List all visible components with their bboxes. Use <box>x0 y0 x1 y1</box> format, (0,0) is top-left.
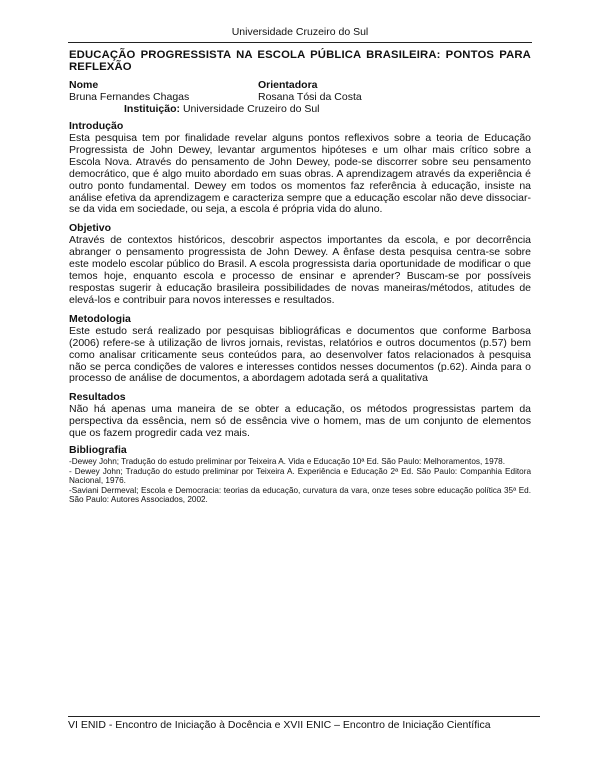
paper-title: EDUCAÇÃO PROGRESSISTA NA ESCOLA PÚBLICA BRASILEIRA: PONTOS PARA REFLEXÃO <box>69 49 531 73</box>
advisor-name: Rosana Tósi da Costa <box>258 91 362 103</box>
section-text: Não há apenas uma maneira de se obter a educação, os métodos progressistas partem da perspectiva da essência, nem só de essência vive o homem, mas de um conjunto de elementos que os fazem progredir cada vez mais. <box>69 403 531 440</box>
section-text: Através de contextos históricos, descobrir aspectos importantes da escola, e por decorrência abranger o pensamento progressista de John Dewey. A ênfase desta pesquisa centra-se sobre este modelo escolar público do Brasil. A escola progressista daria oportunidade de modificar o que temos hoje, enquanto escola e processo de ensinar e aprender? Buscam-se por possíveis respostas sugerir à educação brasileira possibilidades de novas maneiras/métodos, atitudes de elevá-los e contribuir para novos interesses e resultados. <box>69 234 531 306</box>
section-introducao <box>69 120 531 216</box>
university-header: Universidade Cruzeiro do Sul <box>231 26 369 38</box>
header-divider <box>68 42 532 43</box>
section-text: Esta pesquisa tem por finalidade revelar alguns pontos reflexivos sobre a teoria de Educação Progressista de John Dewey, levantar argumentos hipóteses e um olhar mais crítico sobre a Escola Nova. Através do pensamento de John Dewey, pode-se discorrer sobre seu pensamento democrático, que é algo muito abordado em suas obras. A aprendizagem através da experiência é outro ponto fundamental. Dewey em todos os momentos faz referência à educação, insiste na análise efetiva da aprendizagem e caracteriza sempre que a educação escolar não deve dissociar-se da vida em sociedade, ou seja, a escola é própria vida do aluno. <box>69 132 531 216</box>
section-heading: Resultados <box>69 391 126 404</box>
meta-values-row <box>69 91 531 103</box>
section-objetivo <box>69 222 531 306</box>
section-bibliografia <box>69 444 531 505</box>
bibliography-item: -Dewey John; Tradução do estudo preliminar por Teixeira A. Vida e Educação 10ª Ed. São Paulo: Melhoramentos, 1978. <box>69 457 506 467</box>
author-block <box>69 79 531 115</box>
section-heading: Introdução <box>69 120 124 132</box>
footer-divider <box>68 716 540 717</box>
section-heading: Objetivo <box>69 222 112 235</box>
paper-content <box>69 49 531 505</box>
section-resultados <box>69 391 531 440</box>
section-metodologia <box>69 313 531 386</box>
bibliography-item: -Saviani Dermeval; Escola e Democracia: teorias da educação, curvatura da vara, onze teses sobre educação política 35ª Ed. São Paulo: Autores Associados, 2002. <box>69 485 531 505</box>
institution-line <box>69 103 531 115</box>
meta-labels-row <box>69 79 531 91</box>
section-heading: Metodologia <box>69 312 131 325</box>
institution-label: Instituição: <box>124 103 181 115</box>
bibliography-item: - Dewey John; Tradução do estudo preliminar por Teixeira A. Experiência e Educação 2ª Ed. São Paulo: Companhia Editora Nacional, 1976. <box>69 466 531 486</box>
section-text: Este estudo será realizado por pesquisas bibliográficas e documentos que conforme Barbosa (2006) refere-se à utilização de livros jornais, revistas, relatórios e outros documentos (p.57) bem como analisar criticamente seus conteúdos para, ao desenvolver fatos relacionados à pesquisa não se perca condições de valores e interesses contidos nesses documentos (p.62). Ainda para o processo de análise de documentos, a abordagem adotada será a qualitativa <box>69 324 531 385</box>
author-name: Bruna Fernandes Chagas <box>69 91 190 103</box>
section-heading: Bibliografia <box>69 444 127 457</box>
institution-value: Universidade Cruzeiro do Sul <box>182 103 320 115</box>
nome-label: Nome <box>69 79 99 91</box>
orientadora-label: Orientadora <box>258 79 318 91</box>
footer-text: VI ENID - Encontro de Iniciação à Docência e XVII ENIC – Encontro de Iniciação Científica <box>68 719 491 731</box>
